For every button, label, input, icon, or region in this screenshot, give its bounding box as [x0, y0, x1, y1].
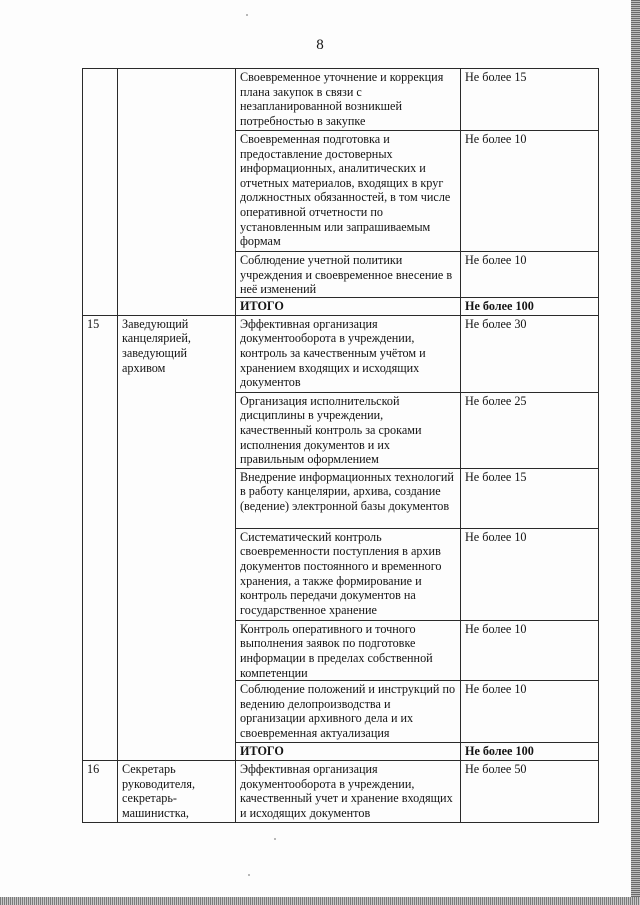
criterion-cell: Организация исполнительской дисциплины в учреждении, качественный контроль за сроками исполнения документов и их правильным оформлением	[236, 392, 461, 468]
criterion-cell: Своевременная подготовка и предоставление достоверных информационных, аналитических и отчетных материалов, входящих в круг должностных обязанностей, в том числе оперативной отчетности по установленным или запрашиваемым формам	[236, 131, 461, 252]
scan-speck	[246, 14, 248, 16]
scan-edge-bottom	[0, 897, 640, 905]
criterion-cell: Эффективная организация документооборота в учреждении, контроль за качественным учётом и хранением входящих и исходящих документов	[236, 315, 461, 392]
position-cell: Заведующий канцелярией, заведующий архивом	[118, 315, 236, 760]
criterion-cell: Контроль оперативного и точного выполнения заявок по подготовке информации в пределах собственной компетенции	[236, 620, 461, 680]
scan-speck	[248, 874, 250, 876]
scan-edge-right	[631, 0, 640, 905]
value-cell: Не более 50	[461, 761, 599, 823]
criteria-table	[82, 68, 599, 823]
criterion-cell: Соблюдение положений и инструкций по ведению делопроизводства и организации архивного дела и их своевременная актуализация	[236, 681, 461, 743]
total-label: ИТОГО	[236, 743, 461, 761]
value-cell: Не более 30	[461, 315, 599, 392]
position-cell: Секретарь руководителя, секретарь-машинистка,	[118, 761, 236, 823]
total-label: ИТОГО	[236, 297, 461, 315]
criterion-cell: Эффективная организация документооборота в учреждении, качественный учет и хранение входящих и исходящих документов	[236, 761, 461, 823]
value-cell: Не более 10	[461, 681, 599, 743]
total-value: Не более 100	[461, 743, 599, 761]
page-number: 8	[316, 37, 324, 53]
position-cell	[118, 69, 236, 316]
value-cell: Не более 15	[461, 468, 599, 528]
value-cell: Не более 15	[461, 69, 599, 131]
table-row	[83, 315, 599, 392]
total-value: Не более 100	[461, 297, 599, 315]
value-cell: Не более 10	[461, 620, 599, 680]
scan-speck	[274, 838, 276, 840]
value-cell: Не более 10	[461, 131, 599, 252]
value-cell: Не более 25	[461, 392, 599, 468]
table-row	[83, 69, 599, 131]
criterion-cell: Своевременное уточнение и коррекция плана закупок в связи с незапланированной возникшей потребностью в закупке	[236, 69, 461, 131]
value-cell: Не более 10	[461, 528, 599, 620]
criterion-cell: Соблюдение учетной политики учреждения и своевременное внесение в неё изменений	[236, 252, 461, 298]
value-cell: Не более 10	[461, 252, 599, 298]
row-number-cell: 15	[83, 315, 118, 760]
criterion-cell: Внедрение информационных технологий в работу канцелярии, архива, создание (ведение) электронной базы документов	[236, 468, 461, 528]
table-row	[83, 761, 599, 823]
row-number-cell: 16	[83, 761, 118, 823]
row-number-cell	[83, 69, 118, 316]
criterion-cell: Систематический контроль своевременности поступления в архив документов постоянного и временного хранения, а также формирование и контроль передачи документов на государственное хранение	[236, 528, 461, 620]
